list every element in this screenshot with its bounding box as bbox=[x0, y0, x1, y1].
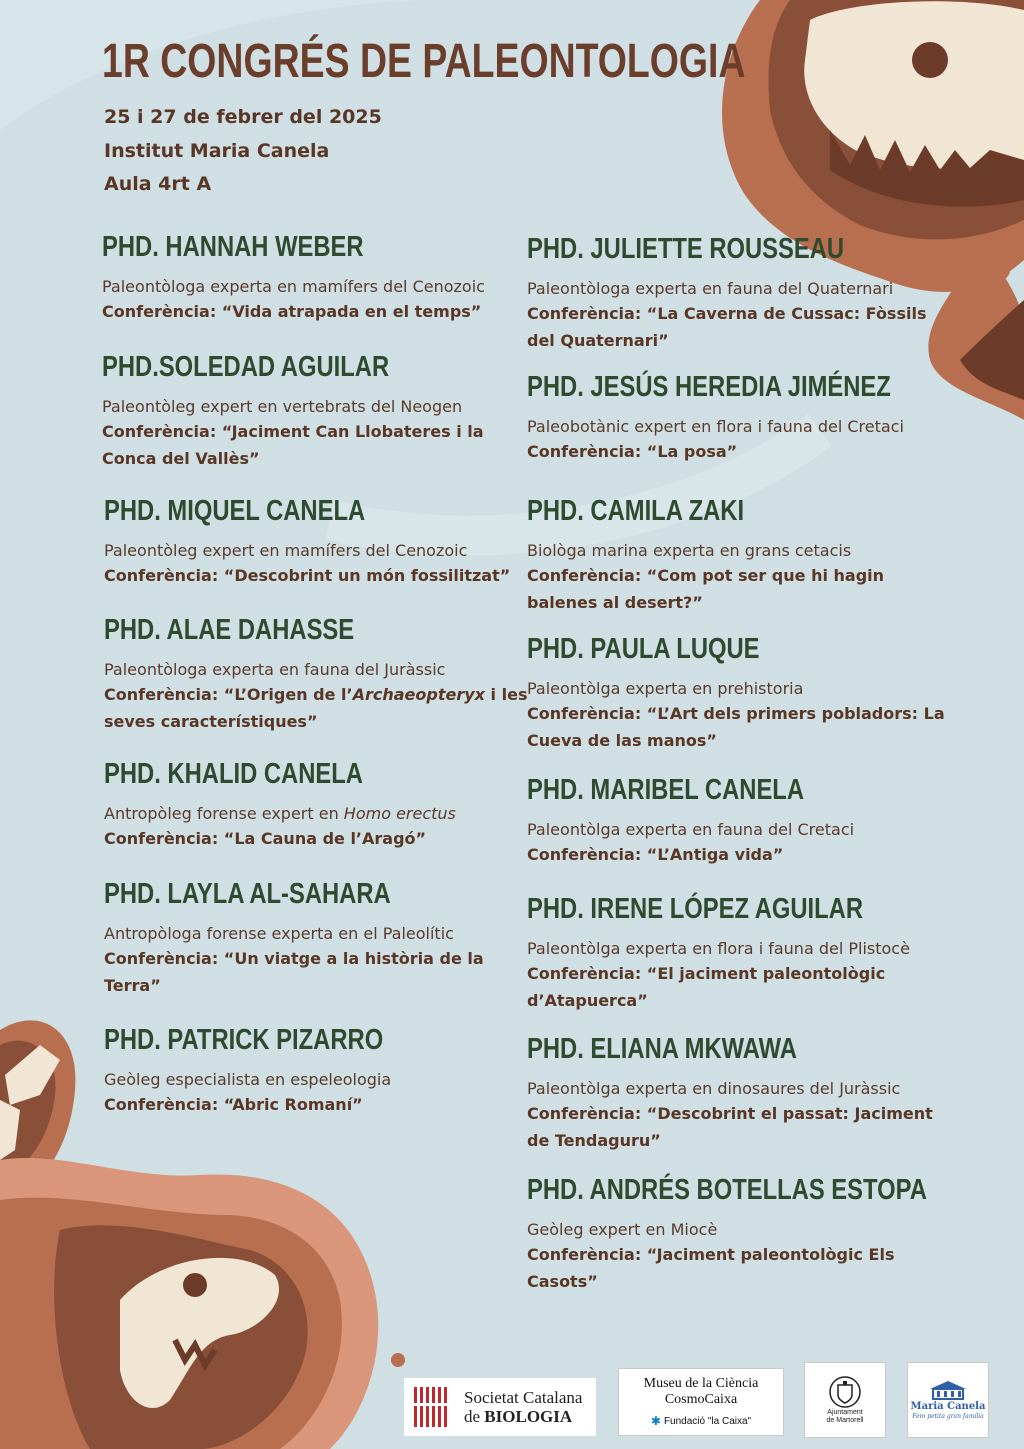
speaker-name: PHD. KHALID CANELA bbox=[104, 758, 363, 790]
talk-italic-text: Archaeopteryx bbox=[352, 685, 485, 704]
institut-name: Maria Canela bbox=[910, 1401, 986, 1412]
speaker-talk: Conferència: “La Cauna de l’Aragó” bbox=[104, 829, 427, 848]
speaker-talk: Conferència: “Jaciment Can Llobateres i la Conca del Vallès” bbox=[102, 422, 484, 468]
speaker-name: PHD. MIQUEL CANELA bbox=[104, 495, 366, 527]
institut-tagline: Fem petita gran família bbox=[912, 1413, 984, 1420]
speaker-name: PHD. JESÚS HEREDIA JIMÉNEZ bbox=[527, 371, 891, 403]
role-text: Antropòleg forense expert en bbox=[104, 804, 344, 823]
logo-cosmocaixa bbox=[618, 1368, 784, 1436]
speaker-card bbox=[104, 757, 534, 852]
speaker-talk: Conferència: “Descobrint el passat: Jaciment de Tendaguru” bbox=[527, 1104, 933, 1150]
speaker-role: Paleontòloga experta en mamífers del Cenozoic bbox=[102, 277, 485, 296]
speaker-card bbox=[527, 632, 957, 754]
speaker-talk: Conferència: “La posa” bbox=[527, 442, 738, 461]
speaker-role: Paleontòloga experta en fauna del Quaternari bbox=[527, 279, 894, 298]
speaker-card bbox=[527, 1173, 957, 1295]
role-italic-text: Homo erectus bbox=[343, 804, 456, 823]
page-title: 1R CONGRÉS DE PALEONTOLOGIA bbox=[102, 35, 746, 88]
speaker-name: PHD. PAULA LUQUE bbox=[527, 633, 760, 665]
speaker-talk: Conferència: “El jaciment paleontològic d’Atapuerca” bbox=[527, 964, 886, 1010]
logo-ajuntament-martorell bbox=[804, 1362, 886, 1438]
speaker-name: PHD. CAMILA ZAKI bbox=[527, 495, 745, 527]
speaker-card bbox=[527, 494, 957, 616]
speaker-role: Geòleg especialista en espeleologia bbox=[104, 1070, 392, 1089]
speaker-name: PHD. ALAE DAHASSE bbox=[104, 614, 355, 646]
fundacio-row bbox=[651, 1414, 751, 1428]
speaker-card bbox=[104, 877, 534, 999]
ajuntament-line2: de Martorell bbox=[826, 1417, 864, 1424]
logo-societat-catalana-biologia bbox=[404, 1378, 596, 1436]
scb-line2 bbox=[464, 1407, 582, 1426]
speaker-talk bbox=[104, 681, 534, 735]
logo-institut-maria-canela bbox=[907, 1362, 989, 1438]
speaker-talk: Conferència: “L’Antiga vida” bbox=[527, 845, 784, 864]
speaker-name: PHD. LAYLA AL-SAHARA bbox=[104, 878, 391, 910]
speaker-role: Paleobotànic expert en flora i fauna del Cretaci bbox=[527, 417, 904, 436]
scb-logo-text bbox=[464, 1388, 582, 1426]
speaker-talk: Conferència: “La Caverna de Cussac: Fòssils del Quaternari” bbox=[527, 304, 927, 350]
speaker-talk: Conferència: “Jaciment paleontològic Els Casots” bbox=[527, 1245, 895, 1291]
speaker-role: Geòleg expert en Miocè bbox=[527, 1220, 718, 1239]
speaker-role: Paleontòlga experta en fauna del Cretaci bbox=[527, 820, 855, 839]
speaker-name: PHD. HANNAH WEBER bbox=[102, 231, 364, 263]
speaker-role: Paleontòlga experta en prehistoria bbox=[527, 679, 804, 698]
speaker-role: Biològa marina experta en grans cetacis bbox=[527, 541, 852, 560]
speaker-name: PHD. JULIETTE ROUSSEAU bbox=[527, 233, 845, 265]
speaker-card bbox=[527, 773, 957, 868]
speaker-talk: Conferència: “Abric Romaní” bbox=[104, 1095, 363, 1114]
speaker-name: PHD. ANDRÉS BOTELLAS ESTOPA bbox=[527, 1174, 927, 1206]
speaker-role: Paleontòlga experta en dinosaures del Juràssic bbox=[527, 1079, 901, 1098]
scb-line2-bold: BIOLOGIA bbox=[484, 1407, 573, 1426]
event-date: 25 i 27 de febrer del 2025 bbox=[104, 106, 382, 128]
speaker-talk: Conferència: “L’Art dels primers pobladors: La Cueva de las manos” bbox=[527, 704, 945, 750]
speaker-card bbox=[104, 1023, 534, 1118]
speaker-name: PHD.SOLEDAD AGUILAR bbox=[102, 351, 390, 383]
talk-text: i les seves característiques” bbox=[104, 685, 528, 731]
speaker-card bbox=[104, 613, 534, 735]
museu-line1: Museu de la Ciència bbox=[643, 1376, 759, 1391]
speaker-card bbox=[527, 370, 957, 465]
speaker-card bbox=[527, 892, 957, 1014]
speaker-talk: Conferència: “Com pot ser que hi hagin balenes al desert?” bbox=[527, 566, 885, 612]
scb-line2-prefix: de bbox=[464, 1407, 485, 1426]
speaker-role bbox=[104, 803, 534, 825]
scb-emblem-icon bbox=[410, 1383, 454, 1431]
town-crest-icon bbox=[828, 1375, 862, 1409]
scb-line1: Societat Catalana bbox=[464, 1388, 583, 1407]
speaker-name: PHD. ELIANA MKWAWA bbox=[527, 1033, 797, 1065]
speaker-card bbox=[102, 230, 532, 325]
speaker-talk: Conferència: “Descobrint un món fossilitzat” bbox=[104, 566, 511, 585]
speaker-role: Paleontòlga experta en flora i fauna del Plistocè bbox=[527, 939, 910, 958]
museu-line2: CosmoCaixa bbox=[664, 1392, 738, 1407]
speaker-name: PHD. MARIBEL CANELA bbox=[527, 774, 805, 806]
speaker-card bbox=[102, 350, 532, 472]
speaker-talk: Conferència: “Un viatge a la història de la Terra” bbox=[104, 949, 484, 995]
museu-line3: Fundació "la Caixa" bbox=[663, 1415, 752, 1427]
speaker-card bbox=[527, 1032, 957, 1154]
speaker-card bbox=[104, 494, 534, 589]
speaker-role: Paleontòloga experta en fauna del Juràssic bbox=[104, 660, 446, 679]
talk-text: Conferència: “L’Origen de l’ bbox=[104, 685, 353, 704]
event-venue: Institut Maria Canela bbox=[104, 140, 330, 162]
speaker-role: Paleontòleg expert en vertebrats del Neogen bbox=[102, 397, 463, 416]
caixa-star-icon: ✱ bbox=[650, 1414, 661, 1428]
speaker-card bbox=[527, 232, 957, 354]
event-room: Aula 4rt A bbox=[104, 173, 212, 195]
speaker-name: PHD. IRENE LÓPEZ AGUILAR bbox=[527, 893, 864, 925]
speaker-name: PHD. PATRICK PIZARRO bbox=[104, 1024, 384, 1056]
speaker-talk: Conferència: “Vida atrapada en el temps” bbox=[102, 302, 482, 321]
speaker-role: Paleontòleg expert en mamífers del Cenozoic bbox=[104, 541, 468, 560]
school-building-icon bbox=[928, 1379, 968, 1401]
ajuntament-line1: Ajuntament bbox=[827, 1409, 863, 1416]
speaker-role: Antropòloga forense experta en el Paleolític bbox=[104, 924, 454, 943]
